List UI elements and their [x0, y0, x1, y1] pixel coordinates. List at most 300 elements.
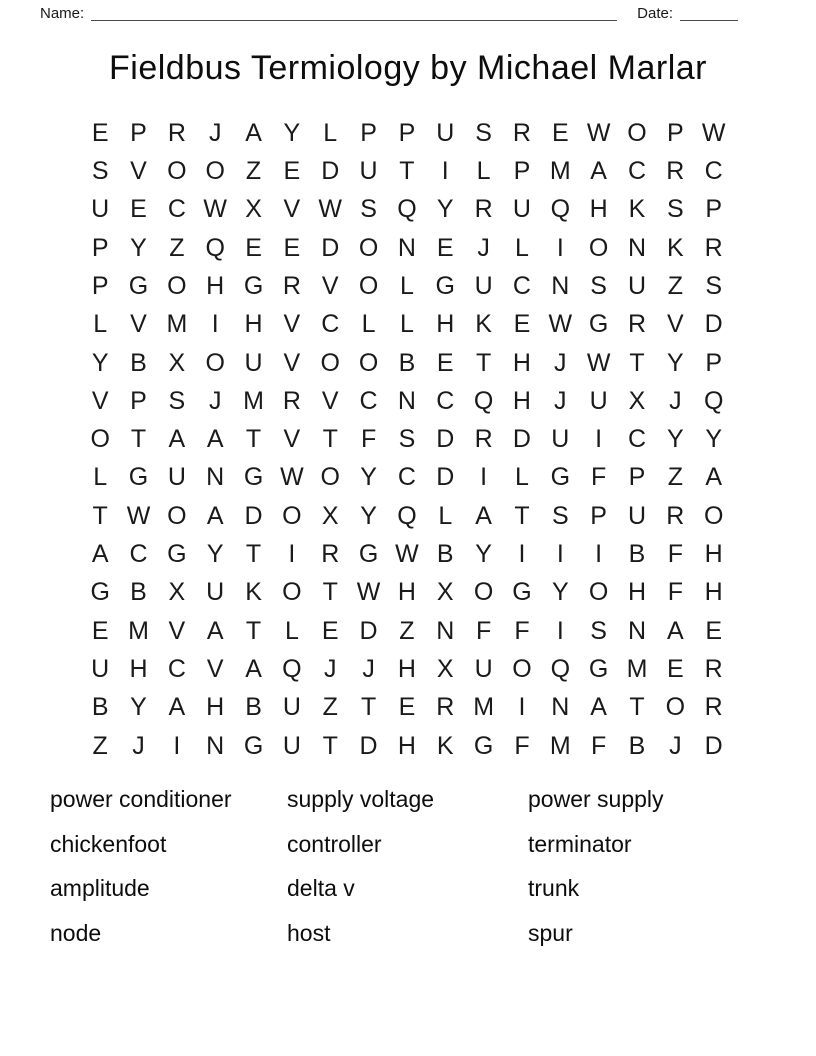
grid-letter: V [91, 386, 109, 415]
grid-letter: P [628, 463, 646, 492]
grid-letter: L [93, 463, 108, 492]
grid-letter: O [167, 271, 187, 300]
grid-letter: G [550, 463, 571, 492]
grid-letter: Y [666, 348, 684, 377]
grid-letter: Y [475, 540, 492, 569]
grid-letter: R [512, 118, 531, 147]
grid-letter: G [588, 310, 609, 339]
grid-letter: X [245, 195, 262, 224]
grid-letter: L [284, 616, 299, 645]
grid-letter: U [282, 731, 301, 760]
grid-letter: Y [130, 233, 147, 262]
word-item: host [287, 919, 331, 946]
word-column [528, 777, 816, 955]
grid-letter: M [626, 655, 648, 684]
grid-letter: J [554, 386, 567, 415]
grid-letter: M [549, 731, 571, 760]
grid-letter: J [554, 348, 567, 377]
grid-letter: J [362, 655, 375, 684]
grid-letter: B [628, 731, 646, 760]
grid-letter: G [90, 578, 110, 607]
grid-letter: R [474, 195, 493, 224]
grid-letter: V [206, 655, 224, 684]
grid-letter: K [245, 578, 262, 607]
grid-letter: D [436, 425, 455, 454]
word-item: terminator [528, 830, 632, 857]
grid-letter: I [595, 425, 603, 454]
grid-letter: I [480, 463, 488, 492]
grid-letter: O [320, 348, 340, 377]
word-item: power supply [528, 786, 664, 813]
grid-letter: A [206, 501, 224, 530]
grid-letter: G [435, 271, 455, 300]
grid-letter: H [206, 271, 225, 300]
grid-letter: A [91, 540, 109, 569]
grid-letter: Q [397, 195, 417, 224]
date-line[interactable] [680, 6, 738, 21]
grid-letter: D [359, 731, 378, 760]
grid-letter: A [245, 118, 262, 147]
grid-letter: Y [130, 693, 147, 722]
grid-letter: S [590, 616, 607, 645]
grid-letter: L [476, 156, 491, 185]
grid-letter: R [627, 310, 647, 339]
grid-letter: T [475, 348, 492, 377]
grid-letter: E [666, 655, 684, 684]
grid-letter: H [512, 348, 531, 377]
grid-letter: C [397, 463, 416, 492]
grid-letter: O [358, 271, 379, 300]
word-item: controller [287, 830, 382, 857]
grid-letter: T [322, 578, 338, 607]
grid-letter: I [556, 233, 564, 262]
grid-letter: X [436, 578, 454, 607]
grid-letter: Y [436, 195, 454, 224]
grid-letter: E [130, 195, 147, 224]
grid-letter: W [586, 118, 611, 147]
grid-letter: W [203, 195, 227, 224]
grid-letter: J [477, 233, 490, 262]
grid-letter: R [282, 271, 301, 300]
grid-letter: O [588, 578, 609, 607]
grid-letter: S [590, 271, 607, 300]
grid-letter: F [591, 731, 607, 760]
grid-letter: U [91, 195, 110, 224]
word-item: delta v [287, 875, 355, 902]
grid-letter: S [475, 118, 492, 147]
grid-letter: V [666, 310, 684, 339]
grid-letter: D [321, 156, 340, 185]
grid-letter: N [436, 616, 455, 645]
grid-letter: I [211, 310, 219, 339]
grid-letter: R [474, 425, 493, 454]
grid-letter: H [397, 655, 416, 684]
grid-letter: X [628, 386, 646, 415]
grid-letter: Q [473, 386, 494, 415]
grid-letter: D [436, 463, 455, 492]
date-label: Date: [637, 5, 673, 22]
grid-letter: Y [360, 501, 377, 530]
grid-letter: F [514, 731, 530, 760]
grid-letter: P [91, 271, 109, 300]
grid-letter: Z [667, 463, 683, 492]
grid-letter: E [513, 310, 531, 339]
grid-letter: U [244, 348, 263, 377]
grid-letter: V [283, 348, 301, 377]
grid-letter: N [551, 271, 570, 300]
grid-letter: W [318, 195, 343, 224]
grid-letter: E [398, 693, 416, 722]
grid-letter: Z [169, 233, 185, 262]
grid-letter: N [397, 233, 416, 262]
grid-letter: Q [205, 233, 225, 262]
word-column [50, 777, 287, 955]
grid-letter: P [130, 386, 147, 415]
grid-letter: Q [282, 655, 302, 684]
grid-letter: B [130, 348, 147, 377]
grid-letter: L [399, 310, 414, 339]
word-item: trunk [528, 875, 580, 902]
grid-letter: G [473, 731, 494, 760]
grid-letter: D [704, 310, 723, 339]
grid-letter: Z [245, 156, 262, 185]
grid-letter: J [323, 655, 337, 684]
grid-letter: I [556, 616, 564, 645]
grid-letter: V [283, 310, 301, 339]
grid-letter: B [628, 540, 646, 569]
grid-letter: I [288, 540, 296, 569]
grid-letter: C [321, 310, 340, 339]
grid-letter: N [206, 731, 225, 760]
grid-letter: O [588, 233, 609, 262]
grid-letter: R [704, 693, 723, 722]
grid-letter: C [167, 655, 186, 684]
word-item: amplitude [50, 875, 150, 902]
word-item: node [50, 919, 102, 946]
grid-letter: R [167, 118, 186, 147]
grid-letter: S [398, 425, 416, 454]
grid-letter: L [399, 271, 414, 300]
grid-letter: W [395, 540, 419, 569]
grid-letter: B [398, 348, 416, 377]
grid-letter: W [280, 463, 304, 492]
grid-letter: G [243, 731, 264, 760]
grid-letter: T [399, 156, 415, 185]
grid-letter: E [705, 616, 723, 645]
grid-letter: N [627, 233, 647, 262]
grid-letter: Q [550, 195, 571, 224]
grid-letter: U [627, 271, 647, 300]
grid-letter: S [360, 195, 377, 224]
grid-letter: H [589, 195, 608, 224]
grid-letter: U [474, 655, 493, 684]
grid-letter: E [436, 348, 454, 377]
grid-letter: F [514, 616, 530, 645]
grid-letter: S [91, 156, 109, 185]
grid-letter: M [549, 156, 571, 185]
grid-letter: P [91, 233, 109, 262]
grid-letter: D [244, 501, 263, 530]
grid-letter: J [208, 118, 222, 147]
grid-letter: G [588, 655, 609, 684]
grid-letter: A [206, 425, 224, 454]
word-item: chickenfoot [50, 830, 167, 857]
grid-letter: E [245, 233, 262, 262]
grid-letter: O [282, 501, 302, 530]
grid-letter: V [283, 425, 301, 454]
grid-letter: I [173, 731, 181, 760]
grid-letter: S [666, 195, 684, 224]
grid-letter: Y [666, 425, 684, 454]
grid-letter: L [438, 501, 453, 530]
name-line[interactable] [91, 6, 617, 21]
grid-letter: U [436, 118, 455, 147]
grid-letter: T [629, 348, 645, 377]
grid-letter: C [627, 425, 647, 454]
grid-letter: D [704, 731, 723, 760]
grid-letter: O [512, 655, 532, 684]
grid-letter: H [704, 540, 723, 569]
grid-letter: M [128, 616, 149, 645]
grid-letter: Q [703, 386, 724, 415]
grid-letter: Z [322, 693, 338, 722]
grid-letter: O [358, 233, 379, 262]
grid-letter: T [360, 693, 377, 722]
grid-letter: V [321, 271, 339, 300]
grid-letter: G [128, 463, 149, 492]
grid-letter: I [518, 540, 526, 569]
grid-letter: G [167, 540, 187, 569]
grid-letter: Y [206, 540, 224, 569]
grid-letter: T [92, 501, 108, 530]
grid-letter: X [168, 578, 186, 607]
grid-letter: M [473, 693, 495, 722]
grid-letter: G [243, 463, 264, 492]
grid-letter: Z [667, 271, 683, 300]
grid-letter: Q [397, 501, 417, 530]
grid-letter: C [627, 156, 647, 185]
grid-letter: U [206, 578, 225, 607]
grid-letter: O [320, 463, 340, 492]
grid-letter: P [360, 118, 377, 147]
grid-letter: W [701, 118, 726, 147]
grid-letter: K [436, 731, 454, 760]
grid-letter: R [321, 540, 340, 569]
grid-letter: N [397, 386, 416, 415]
grid-letter: U [627, 501, 647, 530]
grid-letter: U [589, 386, 608, 415]
grid-letter: O [358, 348, 379, 377]
grid-letter: T [629, 693, 645, 722]
grid-letter: G [128, 271, 149, 300]
grid-letter: C [704, 156, 723, 185]
grid-letter: S [705, 271, 723, 300]
grid-letter: H [206, 693, 225, 722]
grid-letter: C [436, 386, 455, 415]
grid-letter: O [665, 693, 686, 722]
grid-letter: U [551, 425, 570, 454]
grid-letter: R [666, 156, 685, 185]
header [0, 0, 816, 22]
grid-letter: L [515, 233, 529, 262]
grid-letter: H [704, 578, 723, 607]
grid-letter: Y [91, 348, 109, 377]
grid-letter: D [321, 233, 340, 262]
grid-letter: U [282, 693, 301, 722]
grid-letter: D [359, 616, 378, 645]
grid-letter: K [475, 310, 492, 339]
grid-letter: M [243, 386, 264, 415]
grid-letter: B [91, 693, 109, 722]
grid-letter: B [130, 578, 147, 607]
grid-letter: M [166, 310, 188, 339]
grid-letter: P [513, 156, 531, 185]
grid-letter: A [705, 463, 723, 492]
grid-letter: H [129, 655, 148, 684]
grid-letter: E [321, 616, 339, 645]
word-item: spur [528, 919, 573, 946]
grid-letter: O [627, 118, 647, 147]
grid-letter: A [168, 693, 186, 722]
grid-letter: W [356, 578, 381, 607]
grid-letter: X [436, 655, 454, 684]
grid-letter: Y [360, 463, 377, 492]
word-item: power conditioner [50, 786, 232, 813]
grid-letter: P [590, 501, 607, 530]
grid-letter: H [397, 578, 416, 607]
grid-letter: T [514, 501, 530, 530]
grid-letter: H [436, 310, 455, 339]
grid-letter: J [132, 731, 145, 760]
grid-letter: O [90, 425, 110, 454]
grid-letter: U [474, 271, 493, 300]
grid-letter: P [705, 195, 723, 224]
grid-letter: O [205, 156, 225, 185]
grid-letter: P [705, 348, 723, 377]
grid-letter: Y [551, 578, 569, 607]
grid-letter: U [512, 195, 531, 224]
grid-letter: O [167, 501, 187, 530]
grid-letter: A [168, 425, 186, 454]
grid-letter: T [130, 425, 147, 454]
grid-letter: A [590, 156, 607, 185]
grid-letter: Y [705, 425, 723, 454]
grid-letter: E [283, 156, 301, 185]
grid-letter: H [244, 310, 263, 339]
grid-letter: S [168, 386, 186, 415]
grid-letter: F [475, 616, 492, 645]
grid-letter: H [512, 386, 531, 415]
grid-letter: H [627, 578, 647, 607]
grid-letter: W [548, 310, 573, 339]
page-title: Fieldbus Termiology by Michael Marlar [109, 49, 707, 87]
grid-letter: P [398, 118, 416, 147]
grid-letter: T [245, 540, 262, 569]
grid-letter: E [283, 233, 301, 262]
grid-letter: O [473, 578, 494, 607]
grid-letter: L [323, 118, 338, 147]
grid-letter: P [666, 118, 684, 147]
letter-grid [81, 114, 733, 765]
grid-letter: V [168, 616, 186, 645]
grid-letter: G [512, 578, 532, 607]
grid-letter: U [167, 463, 186, 492]
grid-letter: F [360, 425, 377, 454]
grid-letter: K [666, 233, 684, 262]
word-item: supply voltage [287, 786, 435, 813]
grid-letter: J [208, 386, 222, 415]
word-bank [50, 777, 816, 955]
grid-letter: D [512, 425, 531, 454]
grid-letter: A [245, 655, 262, 684]
grid-letter: F [667, 540, 683, 569]
grid-letter: R [704, 233, 723, 262]
grid-letter: U [91, 655, 110, 684]
grid-letter: X [168, 348, 186, 377]
grid-letter: U [359, 156, 378, 185]
grid-letter: P [130, 118, 147, 147]
grid-letter: Z [399, 616, 415, 645]
grid-letter: O [282, 578, 302, 607]
grid-letter: A [206, 616, 224, 645]
grid-letter: B [245, 693, 262, 722]
grid-letter: Y [283, 118, 301, 147]
grid-letter: I [595, 540, 603, 569]
grid-letter: T [322, 425, 338, 454]
grid-letter: R [704, 655, 723, 684]
grid-letter: F [591, 463, 607, 492]
name-label: Name: [40, 5, 85, 22]
grid-letter: N [551, 693, 570, 722]
grid-letter: E [91, 118, 109, 147]
grid-letter: W [586, 348, 611, 377]
grid-letter: Q [550, 655, 571, 684]
grid-letter: G [243, 271, 264, 300]
grid-letter: V [321, 386, 339, 415]
grid-letter: G [358, 540, 379, 569]
grid-letter: J [669, 731, 682, 760]
grid-letter: E [436, 233, 454, 262]
grid-letter: N [627, 616, 647, 645]
grid-letter: I [518, 693, 526, 722]
grid-letter: C [167, 195, 186, 224]
grid-letter: I [441, 156, 449, 185]
grid-letter: E [551, 118, 569, 147]
grid-letter: N [206, 463, 225, 492]
word-column [287, 777, 528, 955]
grid-letter: A [590, 693, 607, 722]
grid-letter: A [666, 616, 684, 645]
grid-letter: F [667, 578, 683, 607]
grid-letter: O [167, 156, 187, 185]
grid-letter: L [515, 463, 529, 492]
grid-letter: C [512, 271, 531, 300]
grid-letter: S [551, 501, 569, 530]
grid-letter: H [397, 731, 416, 760]
grid-letter: V [130, 156, 147, 185]
grid-letter: T [245, 425, 262, 454]
grid-letter: R [666, 501, 685, 530]
grid-letter: B [436, 540, 454, 569]
grid-letter: O [703, 501, 724, 530]
grid-letter: O [205, 348, 225, 377]
grid-letter: T [245, 616, 262, 645]
grid-letter: L [93, 310, 108, 339]
grid-letter: K [628, 195, 646, 224]
grid-letter: I [556, 540, 564, 569]
grid-letter: V [283, 195, 301, 224]
grid-letter: R [282, 386, 301, 415]
